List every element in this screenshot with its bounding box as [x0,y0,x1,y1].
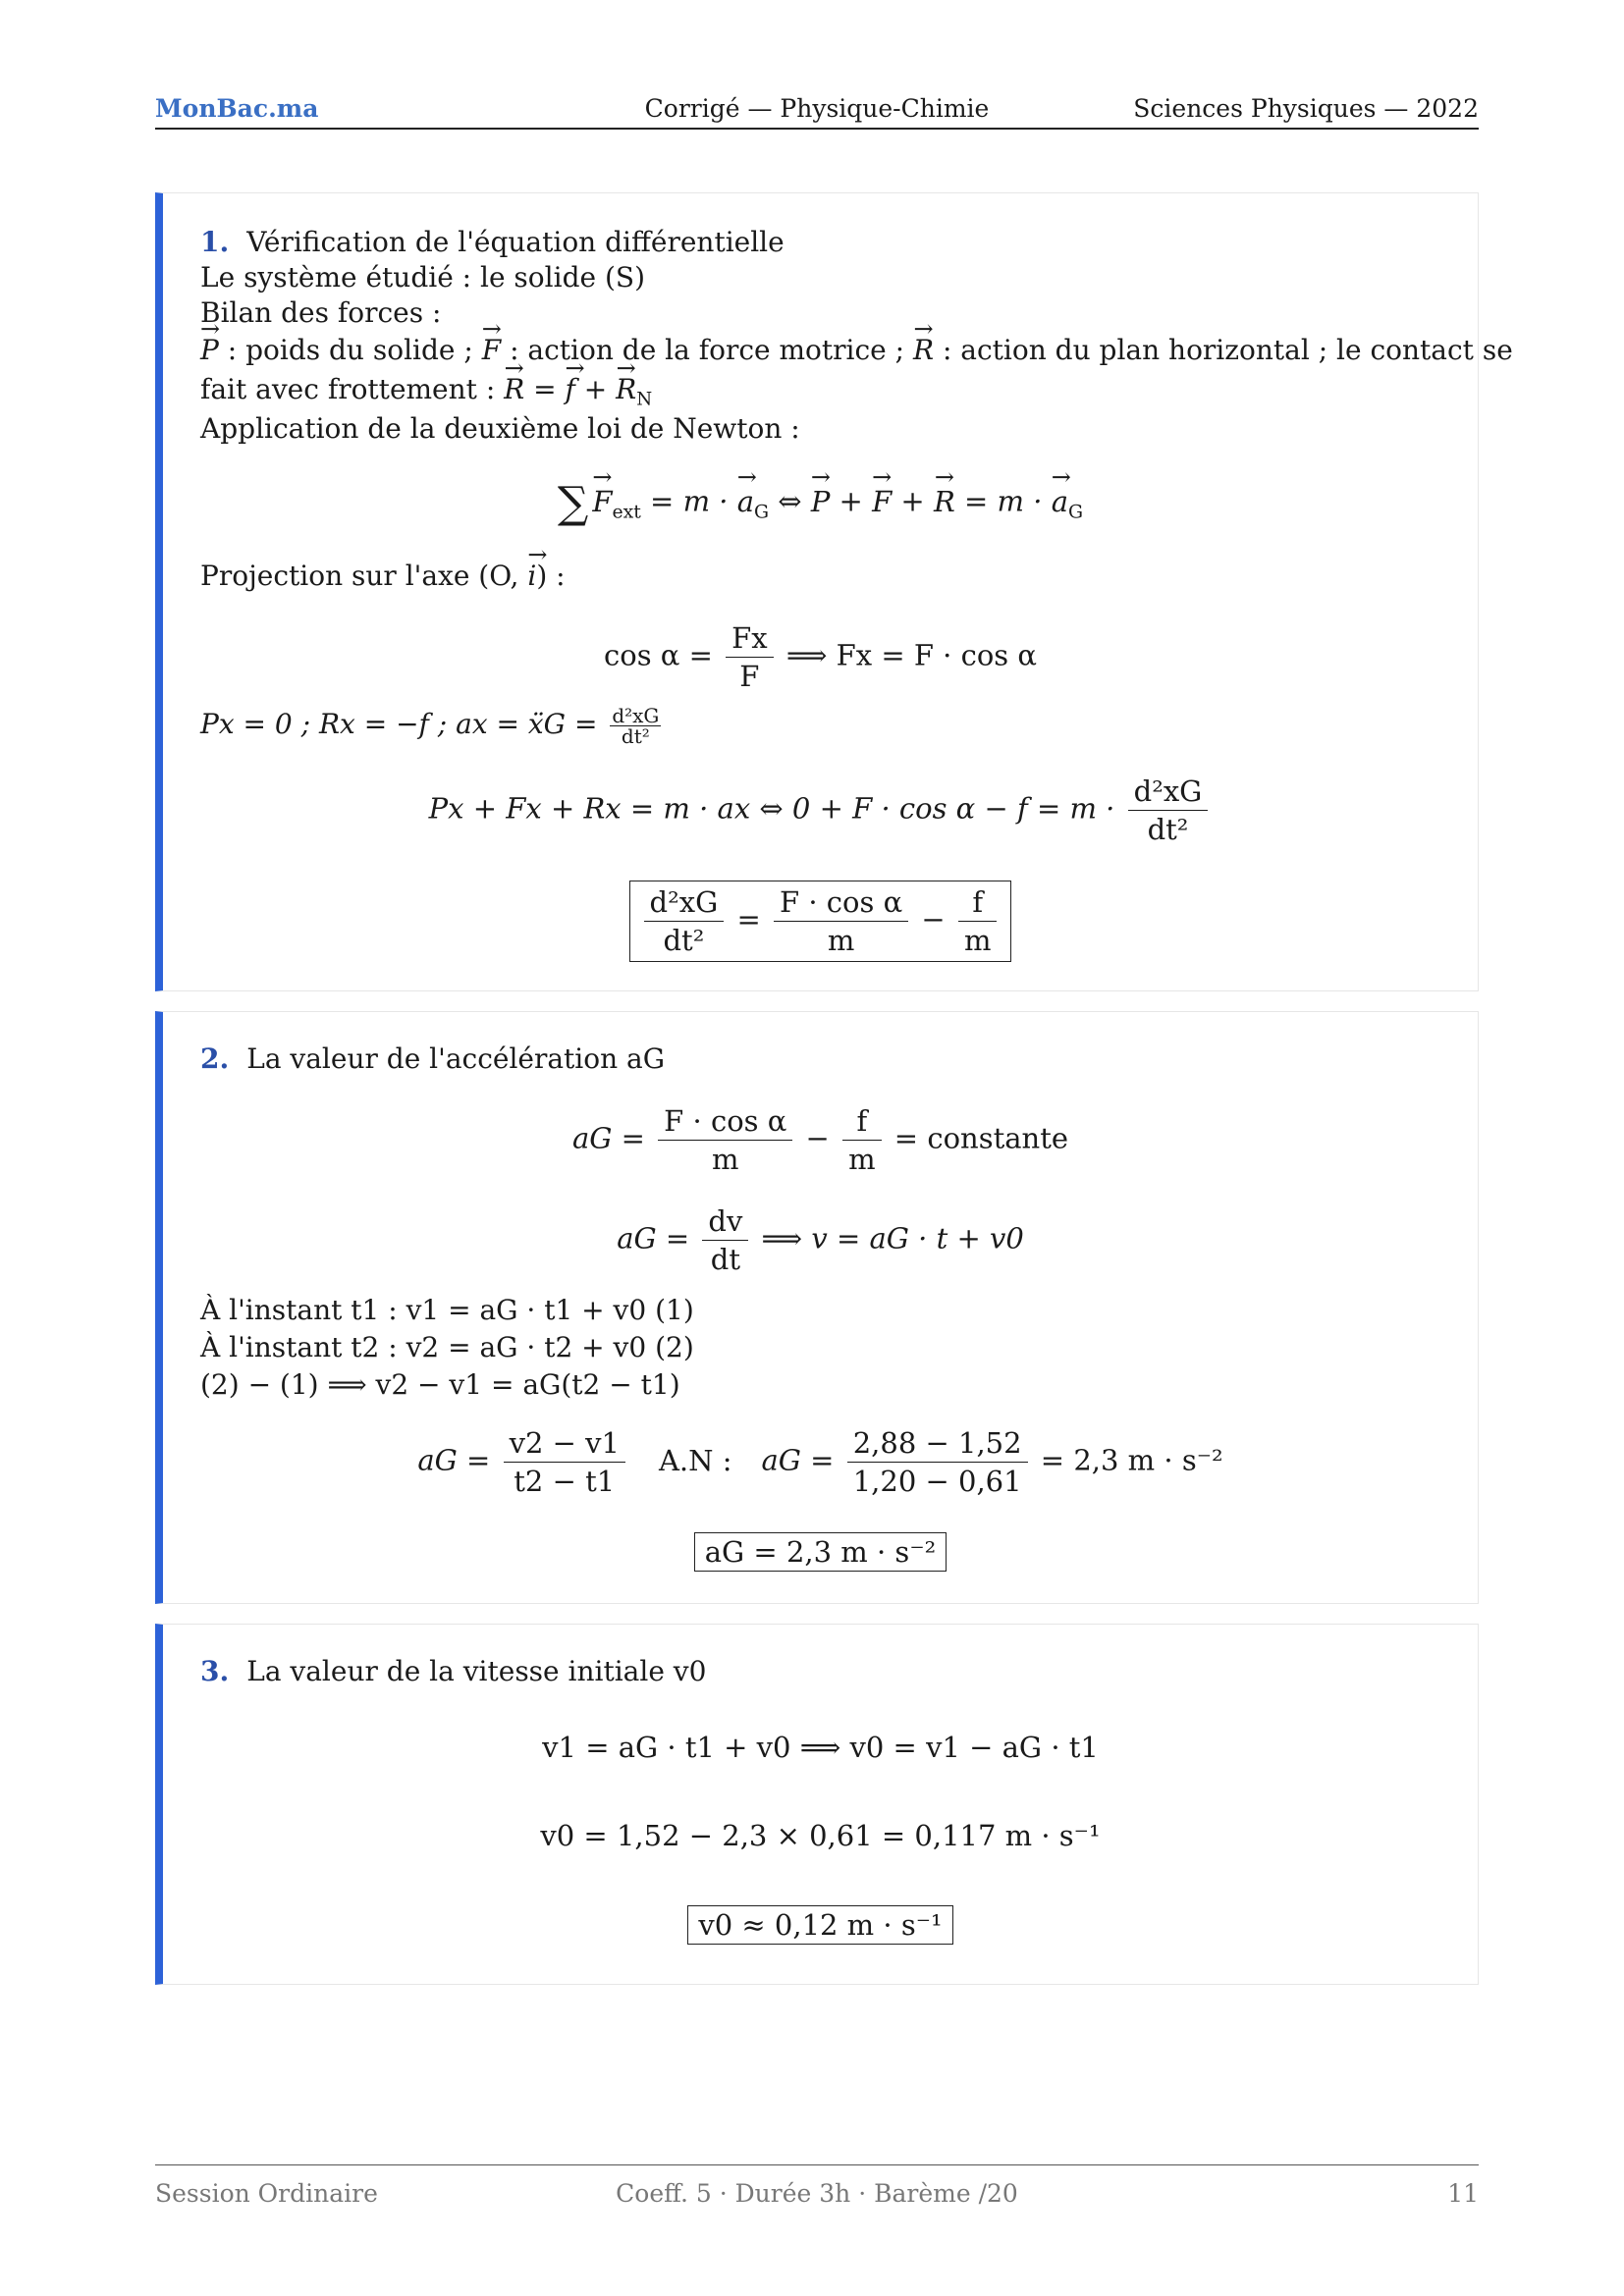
result-equation-3 [163,1905,1478,1945]
boxed-result: aG = 2,3 m · s⁻² [694,1532,947,1572]
fraction [774,883,908,959]
subscript-g: G [1068,502,1084,523]
vector-a: → a [1052,485,1068,518]
equiv-symbol: ⇔ [769,484,811,518]
eq-part: aG = [617,1221,699,1255]
header-subject: Sciences Physiques — 2022 [1133,94,1479,123]
difference-line: (2) − (1) ⟹ v2 − v1 = aG(t2 − t1) [200,1368,680,1401]
result-equation-2 [163,1532,1478,1572]
question-2-box [155,1011,1479,1604]
projection-suffix: ) : [536,560,566,592]
acceleration-equation [163,1102,1478,1178]
denominator: m [963,924,992,957]
fraction [847,1424,1028,1500]
denominator: dt² [1147,813,1189,846]
question-3-title [200,1654,706,1689]
question-title-text: La valeur de l'accélération aG [246,1042,666,1075]
cos-equation [163,619,1478,695]
numerator: 2,88 − 1,52 [847,1424,1028,1463]
eq-part: = m · [954,484,1052,518]
minus: − [796,1121,839,1155]
question-1-title [200,225,785,260]
bilan-line: Bilan des forces : [200,296,442,329]
footer-session: Session Ordinaire [155,2179,378,2208]
r-desc: : action du plan horizontal ; le contact se [934,334,1513,366]
numerator: v2 − v1 [504,1424,625,1463]
vector-p: → P [200,333,219,368]
fraction [504,1424,625,1500]
numerator: Fx [726,619,773,658]
eq-part: ⟹ v = aG · t + v0 [752,1221,1024,1255]
denominator: dt² [663,924,705,957]
equals: = [524,373,566,405]
eq-part: aG = [761,1443,843,1477]
eq-part: ⟹ Fx = F · cos α [777,638,1037,672]
velocity-equation [163,1202,1478,1278]
vector-f: → F [872,485,892,518]
question-number: 1. [200,226,230,258]
question-title-text: Vérification de l'équation différentielle [246,226,785,258]
system-line: Le système étudié : le solide (S) [200,261,645,294]
an-label: A.N : [658,1443,732,1477]
projection-prefix: Projection sur l'axe (O, [200,560,528,592]
eq-part: aG = [571,1121,655,1155]
eq-part: cos α = [604,638,723,672]
fraction [658,1102,792,1178]
fraction [644,883,725,959]
eq-part: = constante [885,1121,1069,1155]
subscript-ext: ext [612,502,641,523]
denominator: m [712,1143,739,1176]
vector-rn: → R [616,372,636,407]
question-number: 3. [200,1655,230,1687]
footer-info: Coeff. 5 · Durée 3h · Barème /20 [616,2179,1018,2208]
subscript-n: N [636,389,653,410]
page-footer [155,2164,1479,2208]
newton-equation [163,478,1478,528]
fraction [1128,773,1209,848]
numerator: f [958,883,998,922]
vector-p: → P [811,485,831,518]
subscript-g: G [754,502,770,523]
question-title-text: La valeur de la vitesse initiale v0 [246,1655,707,1687]
vector-r: → R [934,485,955,518]
sum-equation [163,773,1478,848]
numeric-application-equation [163,1424,1478,1500]
denominator: m [848,1143,876,1176]
question-1-box [155,192,1513,991]
eq-part: Px + Fx + Rx = m · ax ⇔ 0 + F · cos α − f = m · [428,791,1124,826]
fraction [958,883,998,959]
fraction [842,1102,882,1178]
v0-numeric: v0 = 1,52 − 2,3 × 0,61 = 0,117 m · s⁻¹ [540,1819,1101,1852]
numerator: d²xG [1128,773,1209,811]
friction-prefix: fait avec frottement : [200,373,505,405]
page-number: 11 [1447,2179,1479,2208]
fraction [610,706,661,746]
denominator: dt² [621,724,650,748]
numerator: dv [702,1202,748,1241]
result-equation-1 [163,881,1478,962]
page-header [155,90,1479,130]
vector-r: → R [913,333,934,368]
denominator: F [739,660,760,693]
numerator: f [842,1102,882,1141]
instant-1-line: À l'instant t1 : v1 = aG · t1 + v0 (1) [200,1294,694,1326]
question-2-title [200,1041,665,1077]
eq-part: = 2,3 m · s⁻² [1031,1443,1223,1477]
instant-2-line: À l'instant t2 : v2 = aG · t2 + v0 (2) [200,1331,694,1363]
vector-f-small: → f [566,372,575,407]
plus: + [892,484,934,518]
plus: + [574,373,617,405]
denominator: dt [710,1243,740,1276]
forces-line [200,333,1513,368]
eq-part: aG = [417,1443,500,1477]
denominator: m [827,924,855,957]
fraction [702,1202,748,1278]
p-desc: : poids du solide ; [218,334,482,366]
eq-part: = m · [640,484,737,518]
denominator: 1,20 − 0,61 [852,1465,1022,1498]
f-desc: : action de la force motrice ; [501,334,913,366]
numerator: F · cos α [774,883,908,922]
newton-line: Application de la deuxième loi de Newton : [200,412,800,445]
vector-i: → i [527,559,536,594]
sum-symbol: ∑ [557,478,589,528]
numerator: F · cos α [658,1102,792,1141]
vector-r: → R [504,372,524,407]
equals: = [728,902,771,936]
v0-derivation: v1 = aG · t1 + v0 ⟹ v0 = v1 − aG · t1 [542,1731,1099,1764]
header-title: Corrigé — Physique-Chimie [644,94,990,123]
fraction [726,619,773,695]
numerator: d²xG [644,883,725,922]
denominator: t2 − t1 [514,1465,616,1498]
vector-a: → a [737,485,754,518]
brand-logo: MonBac.ma [155,94,319,123]
minus: − [912,902,954,936]
question-number: 2. [200,1042,230,1075]
boxed-result: v0 ≈ 0,12 m · s⁻¹ [687,1905,952,1945]
components-text: Px = 0 ; Rx = −f ; ax = ẍG = [200,708,607,740]
components-line [200,706,665,746]
numerator: d²xG [612,704,660,727]
vector-f: → F [592,485,612,518]
vector-f: → F [482,333,501,368]
plus: + [830,484,873,518]
boxed-result [629,881,1012,962]
question-3-box [155,1624,1479,1985]
projection-line [200,559,566,594]
